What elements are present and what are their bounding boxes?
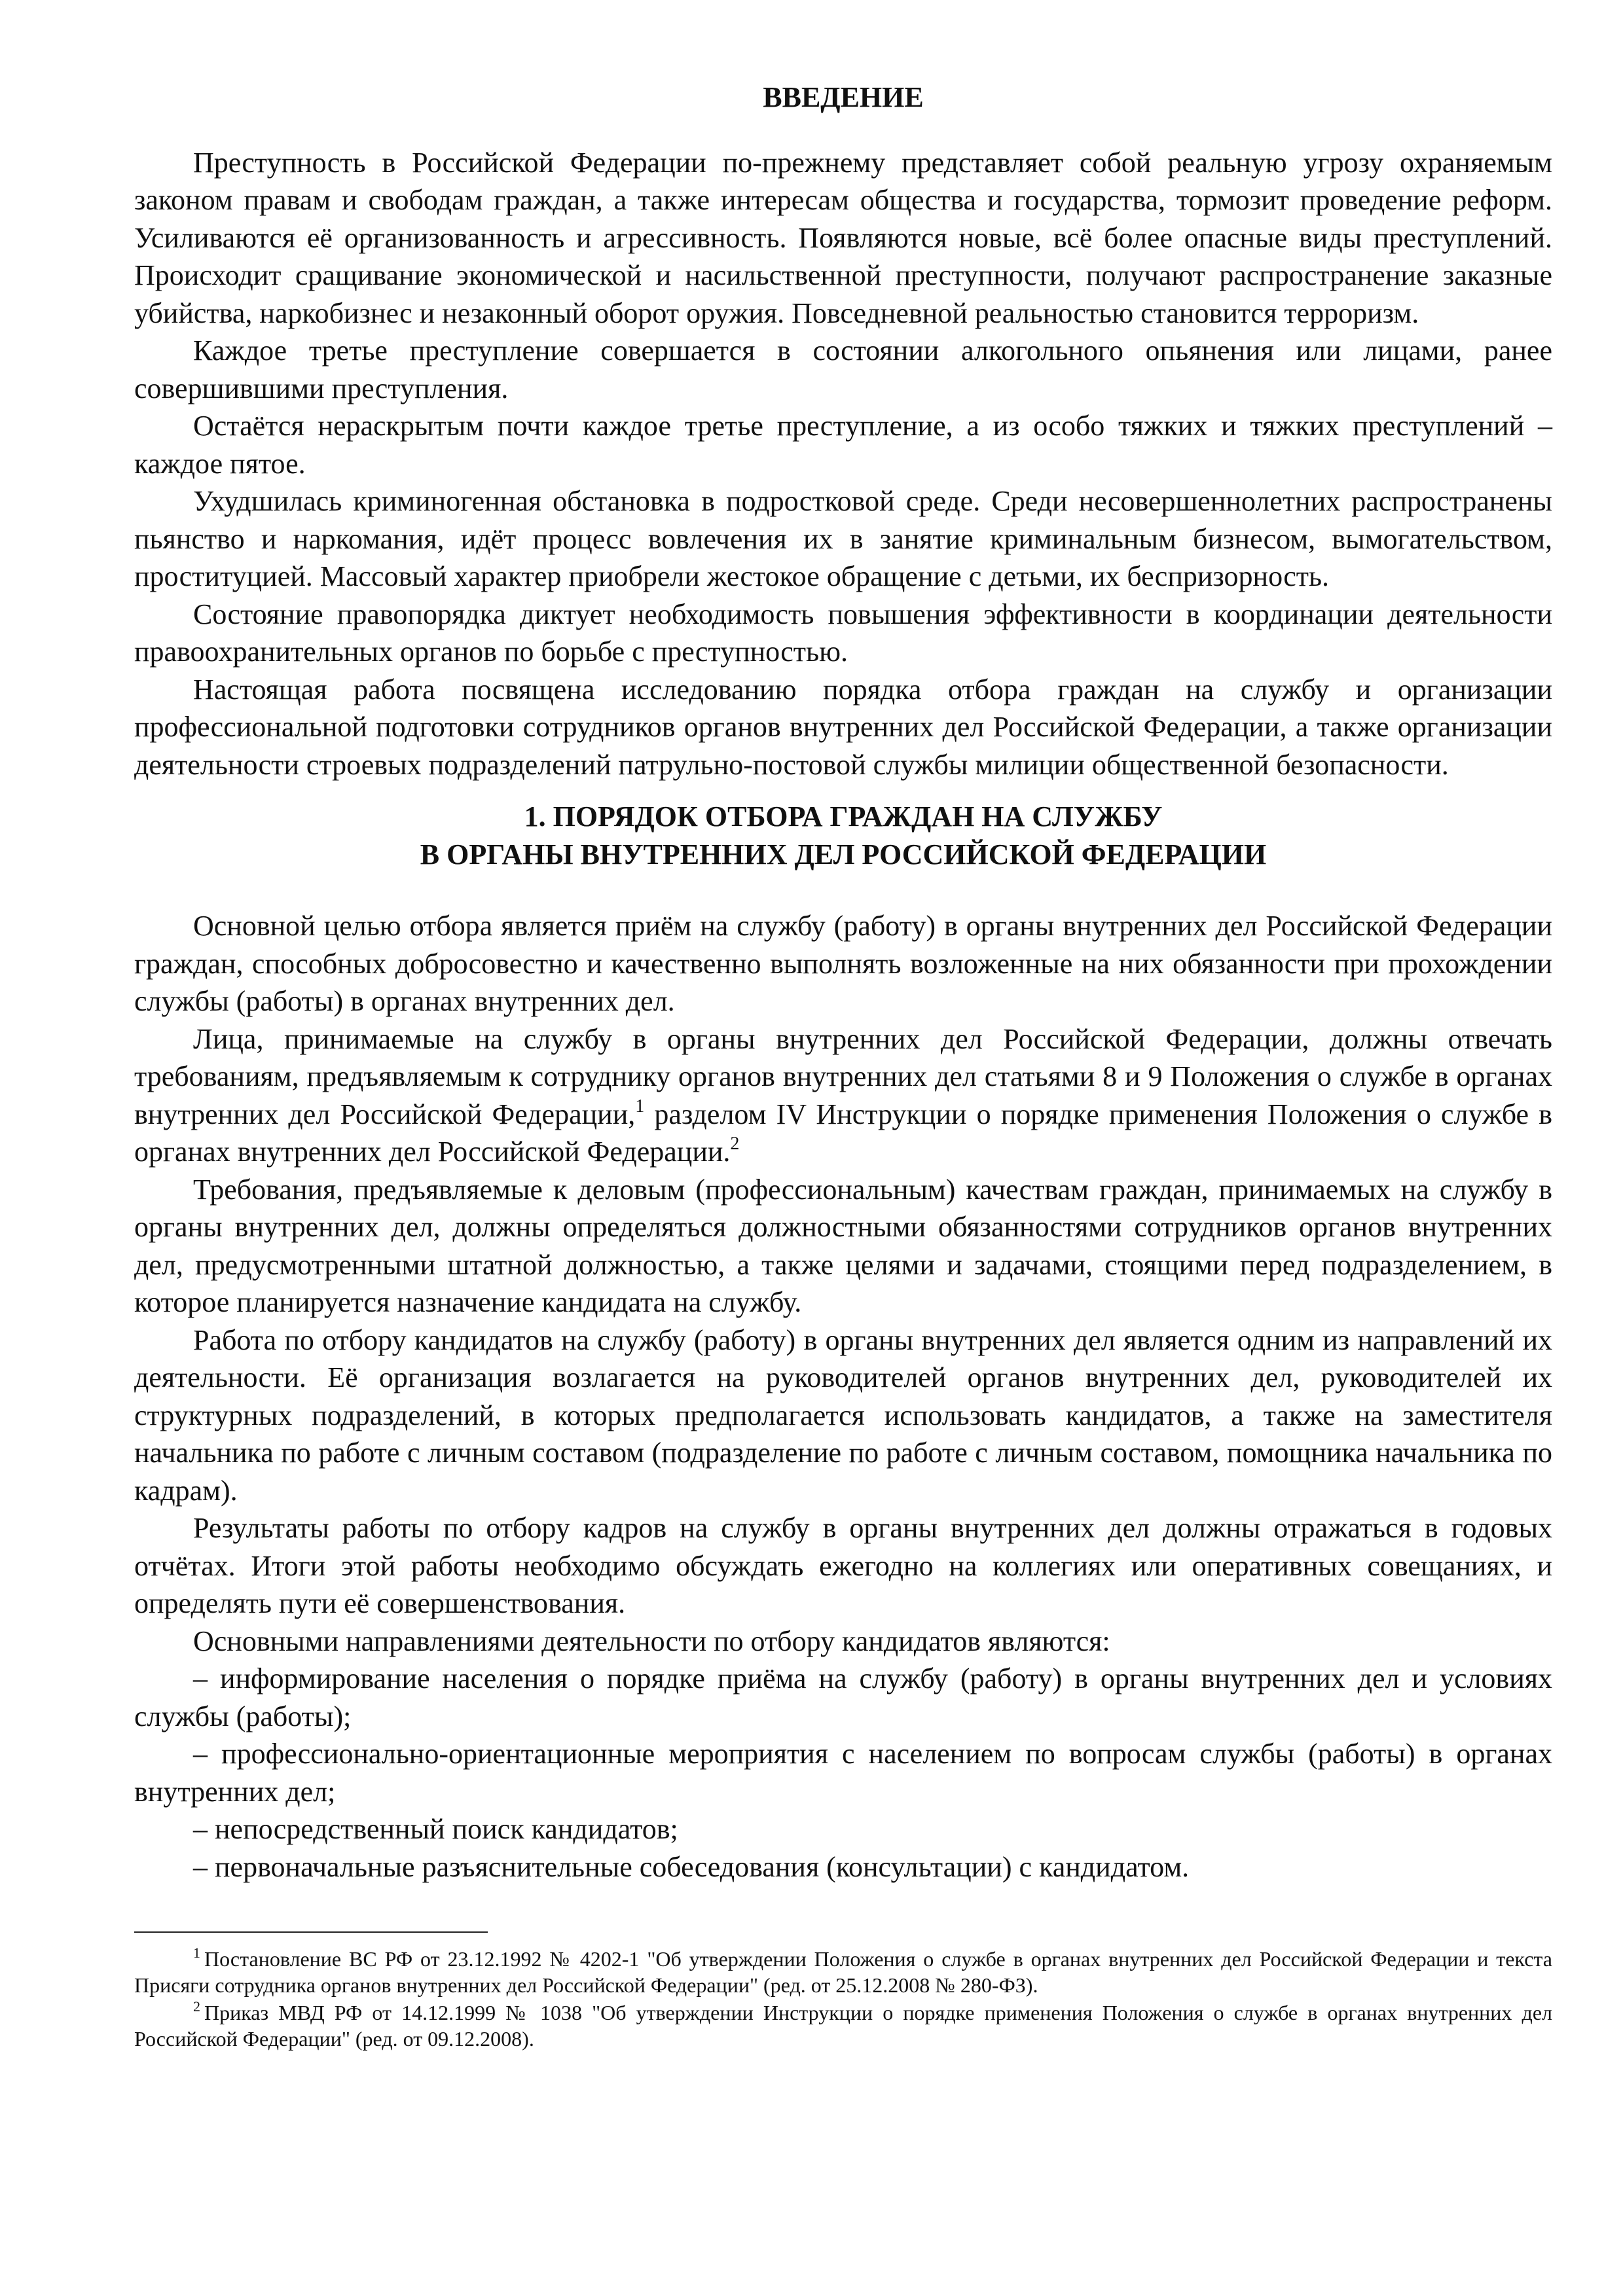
footnote-mark: 1	[193, 1945, 200, 1961]
list-item: – первоначальные разъяснительные собеседования (консультации) с кандидатом.	[193, 1850, 1190, 1883]
paragraph-text: разделом IV Инструкции о порядке применения Положения о службе в органах внутренних дел Российской Федерации.	[134, 1098, 1552, 1168]
intro-paragraph: Остаётся нераскрытым почти каждое третье преступление, а из особо тяжких и тяжких преступлений – каждое пятое.	[134, 410, 1552, 480]
footnote-divider	[134, 1931, 488, 1933]
intro-paragraph: Состояние правопорядка диктует необходимость повышения эффективности в координации деятельности правоохранительных органов по борьбе с преступностью.	[134, 598, 1552, 668]
section-paragraph-with-refs	[134, 1020, 1552, 1171]
footnote-ref[interactable]: 1	[635, 1096, 645, 1117]
document-page	[134, 79, 1552, 2053]
section-paragraph: Работа по отбору кандидатов на службу (работу) в органы внутренних дел является одним из направлений их деятельности. Её организация возлагается на руководителей органов внутренних дел, руководителей их структурных подразделений, в которых предполагается использовать кандидатов, а также на заместителя начальника по работе с личным составом (подразделение по работе с личным составом, помощника начальника по кадрам).	[134, 1323, 1552, 1507]
footnote-text: Постановление ВС РФ от 23.12.1992 № 4202-1 "Об утверждении Положения о службе в органах внутренних дел Российской Федерации и текста Присяги сотрудника органов внутренних дел Российской Федерации" (ред. от 25.12.2008 № 280-ФЗ).	[134, 1947, 1552, 1997]
section-paragraph: Требования, предъявляемые к деловым (профессиональным) качествам граждан, принимаемых на службу в органы внутренних дел, должны определяться должностными обязанностями сотрудников органов внутренних дел, предусмотренными штатной должностью, а также целями и задачами, стоящими перед подразделением, в которое планируется назначение кандидата на службу.	[134, 1173, 1552, 1318]
paragraph-text: Лица, принимаемые на службу в органы внутренних дел Российской Федерации, должны отвечать требованиям, предъявляемым к сотруднику органов внутренних дел статьями 8 и 9 Положения о службе в органах внутренних дел Российской Федерации,	[134, 1022, 1552, 1130]
footnote	[134, 1946, 1552, 1998]
list-item: – непосредственный поиск кандидатов;	[193, 1813, 678, 1845]
section-heading-line: 1. ПОРЯДОК ОТБОРА ГРАЖДАН НА СЛУЖБУ	[524, 800, 1163, 833]
section-paragraph: Результаты работы по отбору кадров на службу в органы внутренних дел должны отражаться в годовых отчётах. Итоги этой работы необходимо обсуждать ежегодно на коллегиях или оперативных совещаниях, и определять пути её совершенствования.	[134, 1512, 1552, 1619]
section-paragraph: Основными направлениями деятельности по отбору кандидатов являются:	[193, 1624, 1110, 1657]
intro-paragraph: Каждое третье преступление совершается в состоянии алкогольного опьянения или лицами, ранее совершившими преступления.	[134, 334, 1552, 404]
section-heading-line: В ОРГАНЫ ВНУТРЕННИХ ДЕЛ РОССИЙСКОЙ ФЕДЕРАЦИИ	[420, 838, 1267, 870]
footnotes	[134, 1946, 1552, 2052]
list-item: – информирование населения о порядке приёма на службу (работу) в органы внутренних дел и условиях службы (работы);	[134, 1662, 1552, 1732]
footnote-ref[interactable]: 2	[730, 1134, 740, 1154]
footnote-mark: 2	[193, 1998, 200, 2015]
intro-paragraph: Ухудшилась криминогенная обстановка в подростковой среде. Среди несовершеннолетних распространены пьянство и наркомания, идёт процесс вовлечения их в занятие криминальным бизнесом, вымогательством, проституцией. Массовый характер приобрели жестокое обращение с детьми, их беспризорность.	[134, 485, 1552, 592]
intro-paragraph: Настоящая работа посвящена исследованию порядка отбора граждан на службу и организации профессиональной подготовки сотрудников органов внутренних дел Российской Федерации, а также организации деятельности строевых подразделений патрульно-постовой службы милиции общественной безопасности.	[134, 673, 1552, 781]
footnote-text: Приказ МВД РФ от 14.12.1999 № 1038 "Об утверждении Инструкции о порядке применения Положения о службе в органах внутренних дел Российской Федерации" (ред. от 09.12.2008).	[134, 2001, 1552, 2051]
section-heading	[134, 798, 1552, 873]
list-item: – профессионально-ориентационные мероприятия с населением по вопросам службы (работы) в органах внутренних дел;	[134, 1738, 1552, 1808]
section-paragraph: Основной целью отбора является приём на службу (работу) в органы внутренних дел Российской Федерации граждан, способных добросовестно и качественно выполнять возложенные на них обязанности при прохождении службы (работы) в органах внутренних дел.	[134, 910, 1552, 1017]
footnote	[134, 2000, 1552, 2052]
intro-paragraph: Преступность в Российской Федерации по-прежнему представляет собой реальную угрозу охраняемым законом правам и свободам граждан, а также интересам общества и государства, тормозит проведение реформ. Усиливаются её организованность и агрессивность. Появляются новые, всё более опасные виды преступлений. Происходит сращивание экономической и насильственной преступности, получают распространение заказные убийства, наркобизнес и незаконный оборот оружия. Повседневной реальностью становится терроризм.	[134, 146, 1552, 329]
intro-heading: ВВЕДЕНИЕ	[763, 81, 924, 113]
